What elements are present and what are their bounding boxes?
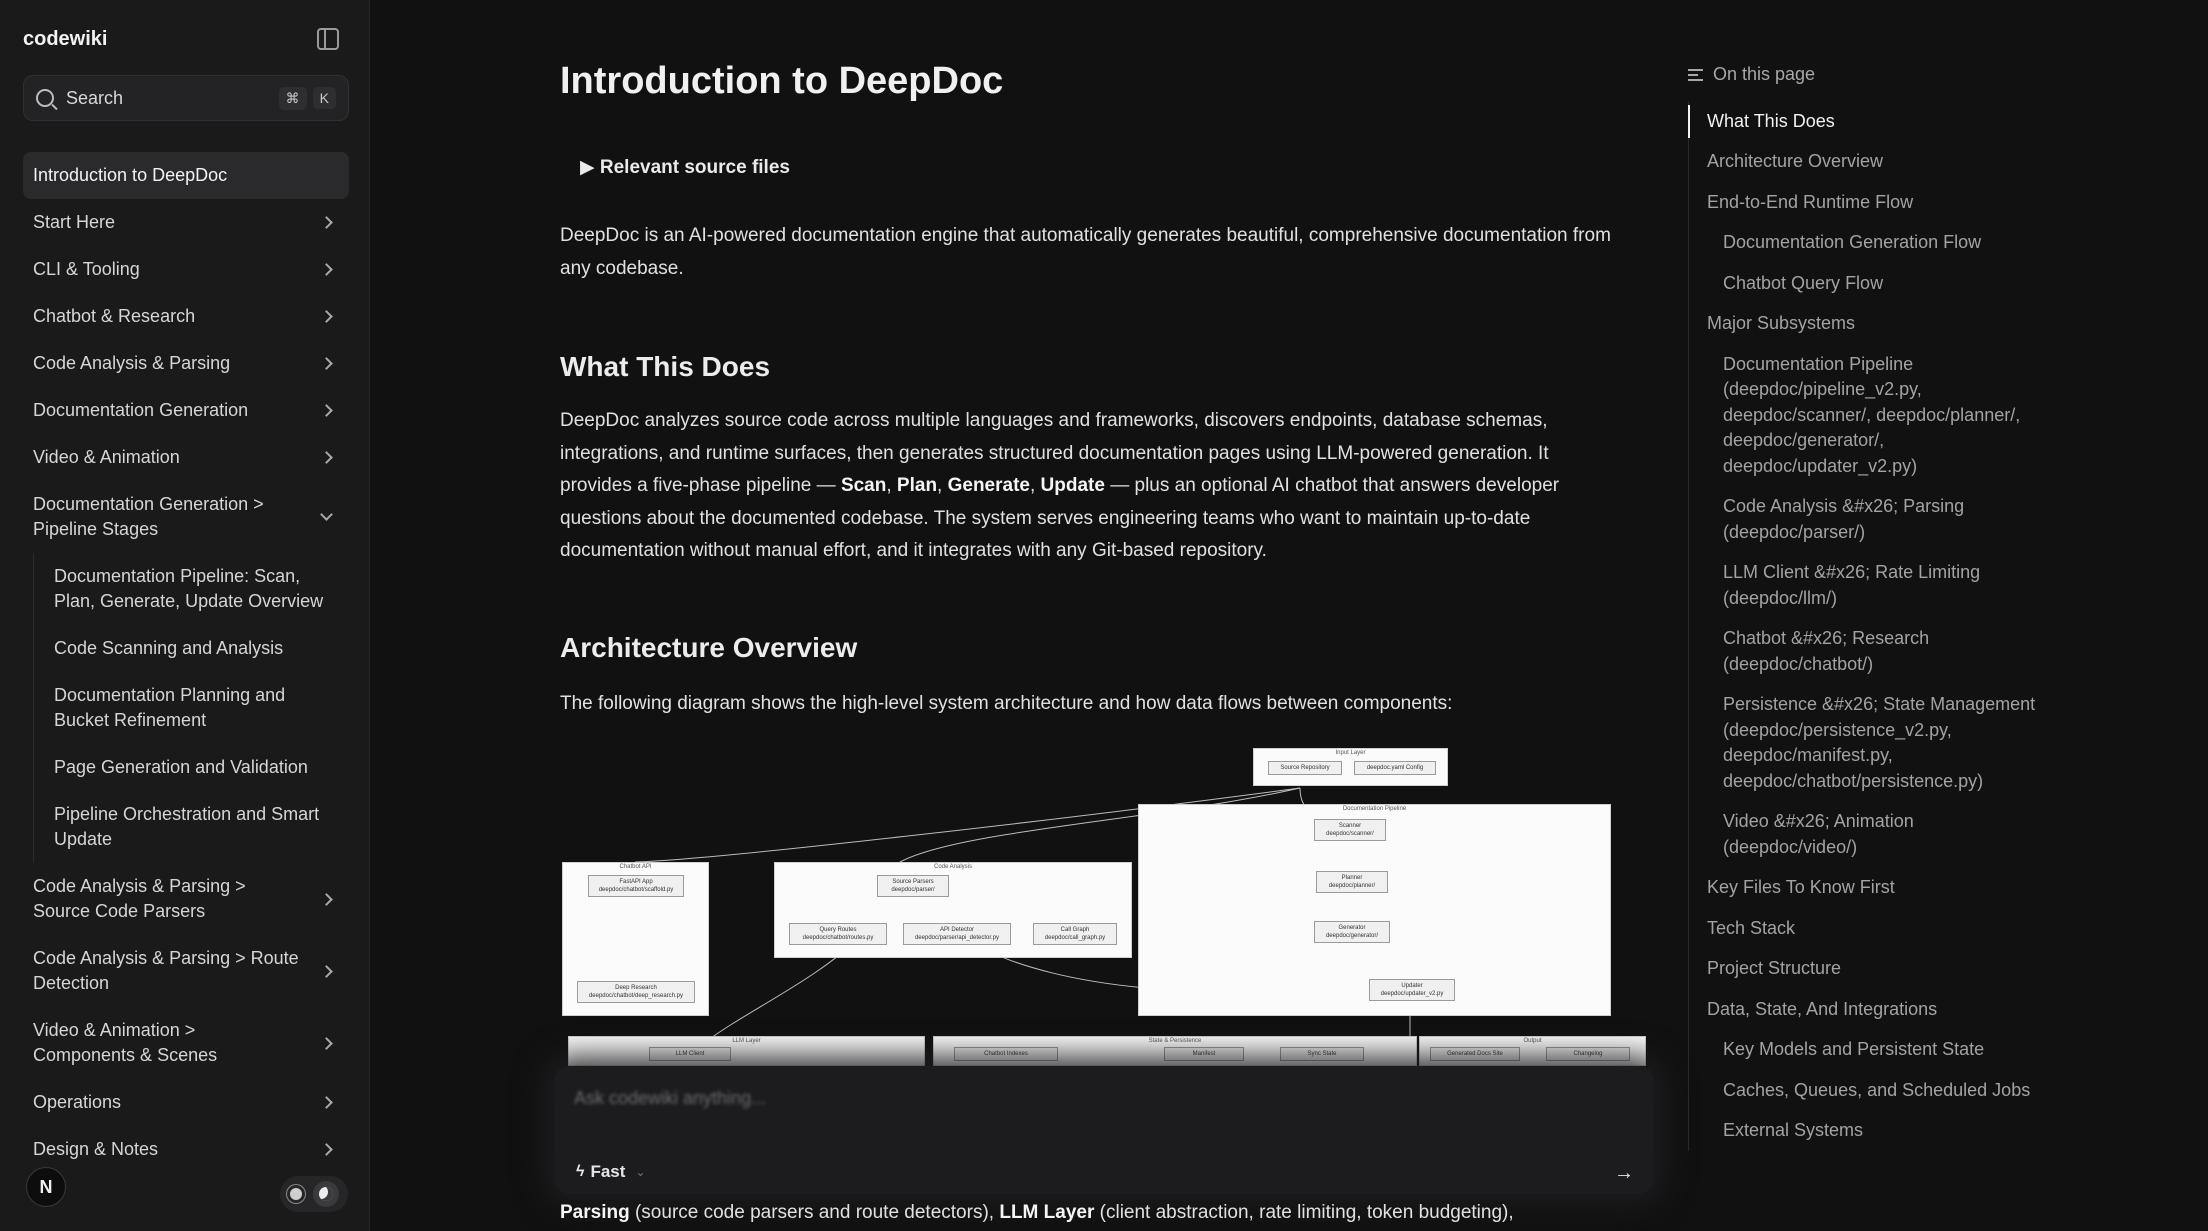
- chevron-right-icon: [320, 965, 333, 978]
- diagram-node: Source Repository: [1268, 761, 1342, 775]
- architecture-diagram: [560, 740, 1650, 1066]
- toc-heading: [1688, 64, 2048, 85]
- sidebar-toggle-icon[interactable]: [317, 28, 339, 50]
- sidebar-item-cli-tooling[interactable]: [23, 246, 349, 293]
- sidebar-item-label: Start Here: [33, 212, 116, 232]
- diagram-node: Generator deepdoc/generator/: [1314, 921, 1390, 943]
- chevron-right-icon: [320, 263, 333, 276]
- sidebar-item-label: Documentation Generation: [33, 400, 249, 420]
- sidebar-subitem[interactable]: [44, 672, 349, 744]
- toc-list: [1688, 101, 2048, 1151]
- mode-selector[interactable]: [576, 1162, 646, 1182]
- sidebar-subnav: [33, 553, 349, 863]
- sidebar-item-label: Operations: [33, 1092, 122, 1112]
- sidebar-item-label: CLI & Tooling: [33, 259, 140, 279]
- diagram-node: Planner deepdoc/planner/: [1316, 871, 1388, 893]
- chevron-right-icon: [320, 1143, 333, 1156]
- diagram-node: Source Parsers deepdoc/parser/: [877, 875, 949, 897]
- sidebar-item-label: Design & Notes: [33, 1139, 159, 1159]
- toc-link[interactable]: Data, State, And Integrations: [1707, 998, 1938, 1019]
- sidebar-item-label: Code Analysis & Parsing: [33, 353, 231, 373]
- diagram-node: Generated Docs Site: [1430, 1047, 1520, 1061]
- diagram-group-chatbot-api: Chatbot API FastAPI App deepdoc/chatbot/scaffold.py Deep Research deepdoc/chatbot/deep_research.py: [562, 862, 709, 1016]
- diagram-node: Manifest: [1164, 1047, 1244, 1061]
- architecture-intro: The following diagram shows the high-level system architecture and how data flows between components:: [560, 693, 1453, 714]
- toc-link[interactable]: What This Does: [1689, 101, 2048, 142]
- main-content: [560, 0, 1634, 1231]
- brand-title: codewiki: [23, 28, 108, 50]
- diagram-node: Query Routes deepdoc/chatbot/routes.py: [789, 923, 887, 945]
- chevron-right-icon: [320, 357, 333, 370]
- sidebar-nav: [23, 152, 349, 1173]
- bolt-icon: ϟ: [576, 1163, 585, 1180]
- sidebar-item-label: Pipeline Orchestration and Smart Update: [54, 804, 320, 849]
- mode-label: Fast: [590, 1162, 626, 1181]
- sidebar-item-code-analysis[interactable]: [23, 340, 349, 387]
- sidebar-subitem[interactable]: [44, 791, 349, 863]
- diagram-node: Scanner deepdoc/scanner/: [1314, 819, 1386, 841]
- sidebar-item-design-notes[interactable]: [23, 1126, 349, 1173]
- theme-toggle[interactable]: [280, 1176, 348, 1212]
- chevron-down-icon: ⌄: [635, 1165, 646, 1179]
- toc-link[interactable]: Documentation Pipeline (deepdoc/pipeline_v2.py, deepdoc/scanner/, deepdoc/planner/, deepdoc/generator/, deepdoc/updater_v2.py): [1723, 353, 2021, 476]
- shortcut-mod-key: ⌘: [279, 87, 307, 110]
- sun-icon[interactable]: [290, 1188, 302, 1200]
- sidebar-item-video-animation[interactable]: [23, 434, 349, 481]
- chevron-down-icon: [320, 508, 333, 521]
- sidebar-item-introduction[interactable]: [23, 152, 349, 199]
- toc-link[interactable]: Documentation Generation Flow: [1723, 232, 1982, 252]
- heading-what-this-does: What This Does: [560, 351, 771, 382]
- toc-link[interactable]: Project Structure: [1707, 958, 1842, 978]
- toc-link[interactable]: Chatbot &#x26; Research (deepdoc/chatbot/): [1723, 628, 1930, 674]
- sidebar-item-label: Documentation Pipeline: Scan, Plan, Generate, Update Overview: [54, 566, 324, 611]
- diagram-node: API Detector deepdoc/parser/api_detector.py: [903, 923, 1011, 945]
- chevron-right-icon: [320, 404, 333, 417]
- sidebar-item-route-detection[interactable]: [23, 935, 349, 1007]
- chevron-right-icon: [320, 893, 333, 906]
- sidebar-item-components-scenes[interactable]: [23, 1007, 349, 1079]
- sidebar-item-label: Video & Animation > Components & Scenes: [33, 1020, 218, 1065]
- sidebar-subitem[interactable]: [44, 553, 349, 625]
- search-label: Search: [66, 87, 124, 108]
- sidebar-item-start-here[interactable]: [23, 199, 349, 246]
- intro-paragraph: DeepDoc is an AI-powered documentation engine that automatically generates beautiful, comprehensive documentation from any codebase.: [560, 225, 1611, 279]
- heading-architecture-overview: Architecture Overview: [560, 632, 858, 663]
- sidebar-item-label: Introduction to DeepDoc: [33, 165, 228, 185]
- chat-composer[interactable]: [554, 1066, 1654, 1194]
- search-button[interactable]: [23, 75, 349, 121]
- diagram-node: Sync State: [1280, 1047, 1364, 1061]
- toc-link[interactable]: LLM Client &#x26; Rate Limiting (deepdoc/llm/): [1723, 562, 1981, 608]
- diagram-node: LLM Client: [649, 1047, 731, 1061]
- sidebar-item-chatbot-research[interactable]: [23, 293, 349, 340]
- sidebar-item-pipeline-stages[interactable]: [23, 481, 349, 553]
- subsystems-paragraph: Parsing (source code parsers and route detectors), LLM Layer (client abstraction, rate limiting, token budgeting),: [560, 1202, 1514, 1223]
- sidebar-item-label: Code Analysis & Parsing > Route Detection: [33, 948, 299, 993]
- chevron-right-icon: [320, 310, 333, 323]
- relevant-source-files-toggle[interactable]: ▶ Relevant source files: [580, 157, 790, 178]
- sidebar-item-documentation-generation[interactable]: [23, 387, 349, 434]
- diagram-group-code-analysis: Code Analysis Source Parsers deepdoc/parser/ Query Routes deepdoc/chatbot/routes.py API Detector deepdoc/parser/api_detector.py Call Graph deepdoc/call_graph.py: [774, 862, 1132, 958]
- sidebar-item-label: Code Analysis & Parsing > Source Code Parsers: [33, 876, 246, 921]
- what-this-does-paragraph: DeepDoc analyzes source code across multiple languages and frameworks, discovers endpoints, database schemas, integrations, and runtime surfaces, then generates structured documentation pages using LLM-powered generation. It provides a five-phase pipeline — Scan, Plan, Generate, Update — plus an optional AI chatbot that answers developer questions about the documented codebase. The system serves engineering teams who want to maintain up-to-date documentation without manual effort, and it integrates with any Git-based repository.: [560, 410, 1560, 561]
- sidebar-item-source-code-parsers[interactable]: [23, 863, 349, 935]
- diagram-group-state-persistence: State & Persistence Chatbot Indexes Manifest Sync State: [933, 1036, 1417, 1066]
- sidebar-item-label: Documentation Generation > Pipeline Stages: [33, 494, 264, 539]
- list-icon: [1688, 69, 1703, 81]
- toc-link[interactable]: Major Subsystems: [1707, 313, 1856, 333]
- toc-heading-label: On this page: [1713, 64, 1816, 84]
- toc-link[interactable]: Key Models and Persistent State: [1723, 1039, 1985, 1059]
- chevron-right-icon: [320, 1096, 333, 1109]
- send-arrow-icon[interactable]: →: [1614, 1162, 1634, 1184]
- shortcut-key: K: [313, 87, 336, 109]
- sidebar-item-label: Code Scanning and Analysis: [54, 638, 284, 658]
- toc-link[interactable]: Architecture Overview: [1707, 151, 1884, 171]
- sidebar-item-label: Chatbot & Research: [33, 306, 196, 326]
- toc-link[interactable]: Code Analysis &#x26; Parsing (deepdoc/parser/): [1723, 496, 1965, 542]
- toc-link[interactable]: Video &#x26; Animation (deepdoc/video/): [1723, 811, 1914, 857]
- sidebar: [0, 0, 370, 1231]
- sidebar-subitem[interactable]: [44, 744, 349, 791]
- search-icon: [36, 89, 54, 107]
- diagram-node: FastAPI App deepdoc/chatbot/scaffold.py: [588, 875, 684, 897]
- diagram-group-input-layer: Input Layer Source Repository deepdoc.yaml Config: [1253, 748, 1448, 786]
- sidebar-item-operations[interactable]: [23, 1079, 349, 1126]
- chevron-right-icon: [320, 1037, 333, 1050]
- chevron-right-icon: [320, 451, 333, 464]
- sidebar-item-label: Page Generation and Validation: [54, 757, 308, 777]
- table-of-contents: [1688, 64, 2048, 1151]
- diagram-node: Updater deepdoc/updater_v2.py: [1369, 979, 1455, 1001]
- moon-icon[interactable]: [313, 1181, 339, 1207]
- diagram-node: Call Graph deepdoc/call_graph.py: [1033, 923, 1117, 945]
- toc-link[interactable]: Chatbot Query Flow: [1723, 272, 1884, 293]
- toc-link[interactable]: External Systems: [1723, 1120, 1864, 1140]
- page-title: Introduction to DeepDoc: [560, 60, 1004, 102]
- toc-link[interactable]: End-to-End Runtime Flow: [1707, 191, 1914, 212]
- sidebar-item-label: Documentation Planning and Bucket Refinement: [54, 685, 286, 730]
- diagram-group-llm-layer: LLM Layer LLM Client: [568, 1036, 925, 1066]
- toc-link[interactable]: Key Files To Know First: [1707, 877, 1895, 897]
- diagram-group-output: Output Generated Docs Site Changelog: [1419, 1036, 1646, 1066]
- sidebar-item-label: Video & Animation: [33, 447, 180, 467]
- toc-link[interactable]: Tech Stack: [1707, 917, 1796, 938]
- diagram-node: Changelog: [1546, 1047, 1630, 1061]
- toc-link[interactable]: Caches, Queues, and Scheduled Jobs: [1723, 1079, 2031, 1100]
- diagram-node: deepdoc.yaml Config: [1354, 761, 1436, 775]
- chevron-right-icon: [320, 216, 333, 229]
- diagram-node: Deep Research deepdoc/chatbot/deep_research.py: [577, 981, 695, 1003]
- diagram-group-documentation-pipeline: Documentation Pipeline Scanner deepdoc/scanner/ Planner deepdoc/planner/ Generator deepdoc/generator/ Updater deepdoc/updater_v2.py: [1138, 804, 1611, 1016]
- sidebar-subitem[interactable]: [44, 625, 349, 672]
- avatar[interactable]: N: [26, 1167, 66, 1207]
- chat-input[interactable]: Ask codewiki anything...: [574, 1088, 767, 1108]
- diagram-node: Chatbot Indexes: [954, 1047, 1058, 1061]
- toc-link[interactable]: Persistence &#x26; State Management (deepdoc/persistence_v2.py, deepdoc/manifest.py, deepdoc/chatbot/persistence.py): [1723, 694, 2036, 791]
